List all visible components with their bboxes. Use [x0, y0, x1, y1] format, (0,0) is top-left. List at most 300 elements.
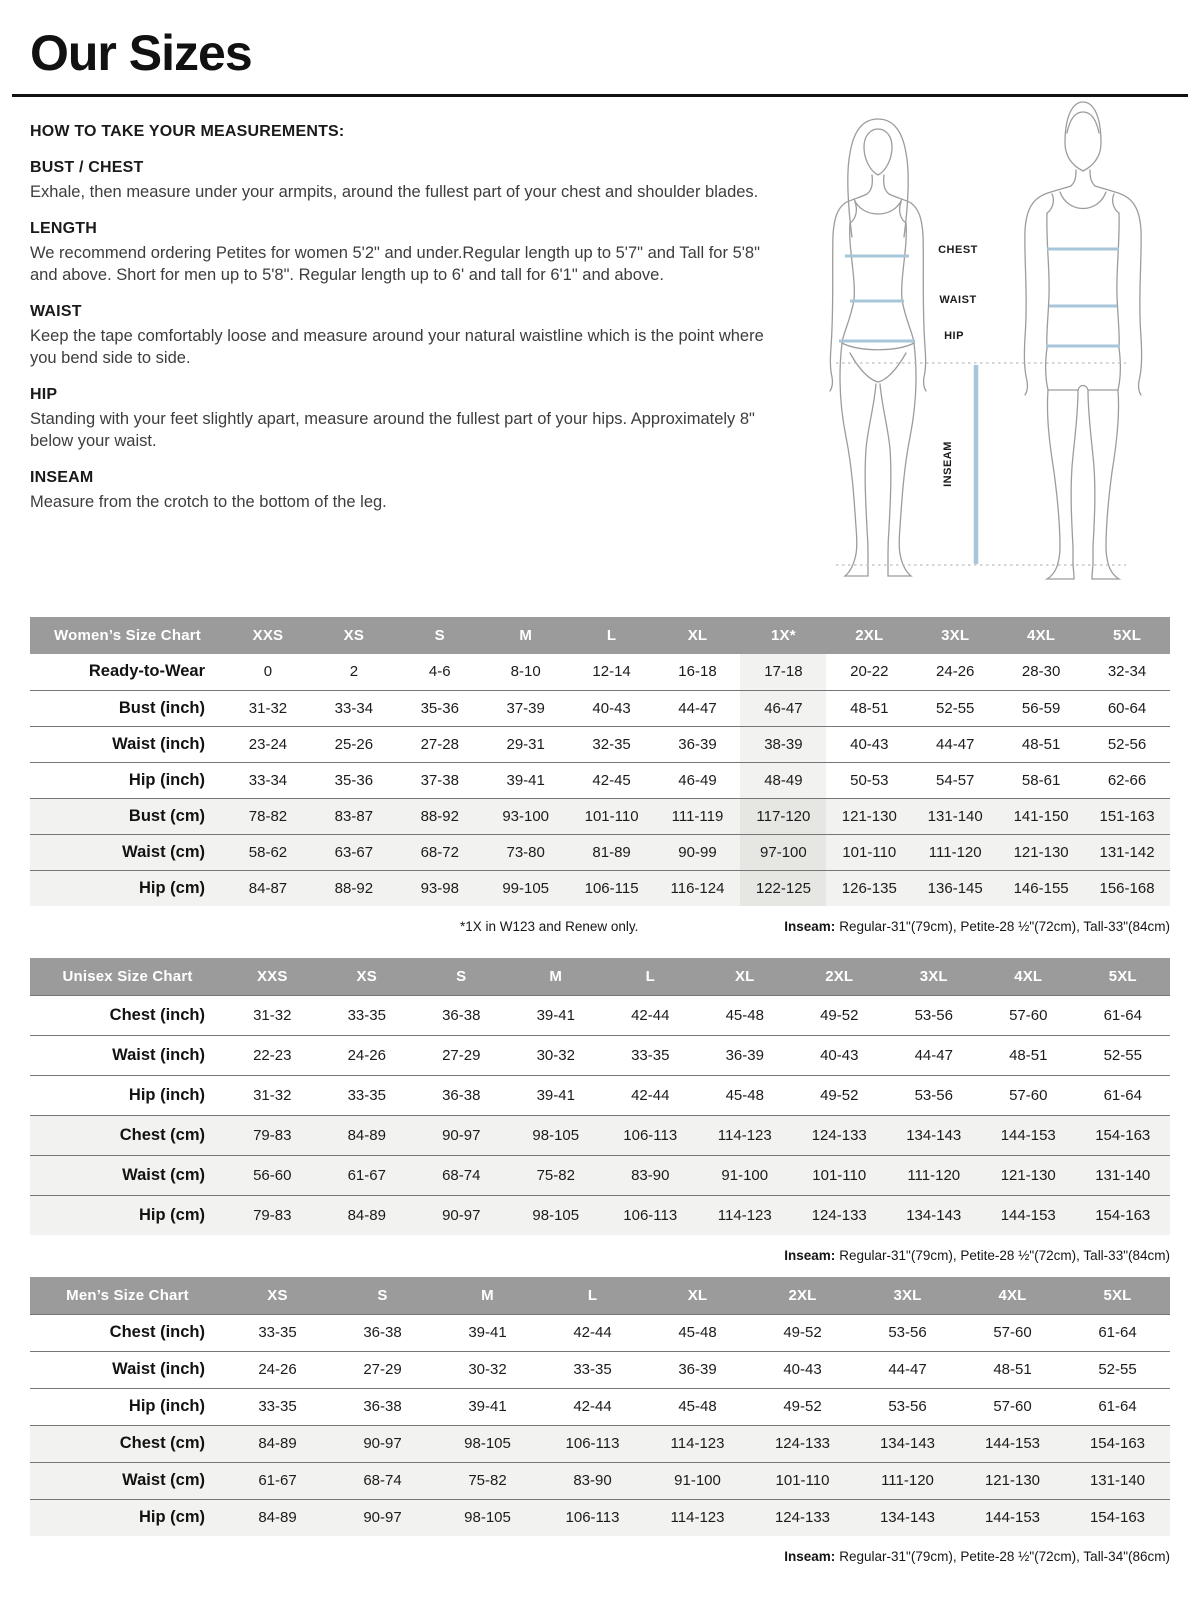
size-cell: 134-143 — [906, 1126, 962, 1144]
size-cell: 36-38 — [363, 1324, 402, 1341]
size-cell: 124-133 — [811, 1206, 867, 1224]
size-cell: 99-105 — [502, 879, 550, 897]
size-cell: 84-89 — [347, 1206, 386, 1224]
section-body: Exhale, then measure under your armpits, around the fullest part of your chest and shoulder blades. — [30, 183, 759, 201]
size-cell: 121-130 — [1000, 1166, 1056, 1184]
size-cell: 114-123 — [717, 1126, 772, 1144]
size-column-header: 5XL — [1065, 1277, 1170, 1314]
size-cell: 154-163 — [1095, 1206, 1151, 1224]
body-measurement-diagram — [788, 95, 1170, 582]
size-cell: 134-143 — [906, 1206, 962, 1224]
size-cell: 52-55 — [1098, 1361, 1137, 1378]
size-column-header: M — [509, 958, 604, 995]
size-cell: 33-35 — [258, 1398, 297, 1415]
row-label: Bust (cm) — [128, 806, 205, 825]
row-label: Chest (inch) — [109, 1005, 205, 1024]
male-silhouette — [1024, 102, 1141, 579]
size-cell: 4-6 — [428, 663, 451, 681]
size-cell: 29-31 — [506, 735, 545, 753]
size-cell: 146-155 — [1013, 879, 1069, 897]
inseam-note: Inseam: Regular-31"(79cm), Petite-28 ½"(72cm), Tall-33"(84cm) — [784, 1248, 1170, 1263]
size-cell: 48-49 — [740, 762, 826, 798]
table-row — [30, 995, 1170, 1035]
table-row — [30, 1351, 1170, 1388]
size-cell: 40-43 — [783, 1361, 822, 1378]
size-cell: 88-92 — [420, 807, 459, 825]
size-cell: 134-143 — [879, 1509, 936, 1527]
size-cell: 154-163 — [1089, 1509, 1146, 1527]
table-row — [30, 1115, 1170, 1155]
size-cell: 121-130 — [1013, 843, 1069, 861]
row-label: Chest (cm) — [119, 1125, 205, 1144]
size-cell: 33-34 — [248, 771, 288, 789]
unisex-footnote — [30, 1248, 1170, 1263]
size-cell: 39-41 — [468, 1398, 507, 1415]
size-cell: 40-43 — [820, 1046, 859, 1064]
size-cell: 39-41 — [506, 771, 545, 789]
size-cell: 61-64 — [1103, 1086, 1142, 1104]
size-cell: 58-62 — [248, 843, 288, 861]
size-cell: 84-89 — [347, 1126, 386, 1144]
size-cell: 68-74 — [363, 1472, 402, 1489]
size-column-header: 2XL — [750, 1277, 855, 1314]
size-column-header: 4XL — [981, 958, 1076, 995]
table-row — [30, 654, 1170, 690]
size-cell: 45-48 — [725, 1006, 764, 1024]
size-cell: 0 — [263, 663, 273, 681]
size-cell: 106-113 — [565, 1509, 620, 1527]
size-cell: 131-140 — [1089, 1472, 1146, 1489]
table-title: Women’s Size Chart — [30, 617, 225, 654]
size-cell: 52-56 — [1107, 735, 1147, 753]
size-cell: 114-123 — [717, 1206, 772, 1224]
size-cell: 88-92 — [334, 879, 374, 897]
mens-size-chart — [30, 1277, 1170, 1536]
inseam-guide-lines — [836, 363, 1126, 565]
size-cell: 151-163 — [1099, 807, 1155, 825]
section-body: Measure from the crotch to the bottom of the leg. — [30, 493, 387, 512]
size-cell: 78-82 — [248, 807, 288, 825]
size-cell: 75-82 — [536, 1166, 575, 1184]
size-cell: 106-113 — [623, 1126, 678, 1144]
size-cell: 45-48 — [725, 1086, 764, 1104]
size-cell: 44-47 — [678, 699, 717, 717]
size-cell: 90-97 — [442, 1206, 481, 1224]
size-cell: 28-30 — [1021, 663, 1061, 681]
size-column-header: S — [397, 617, 483, 654]
size-cell: 84-87 — [248, 879, 288, 897]
chest-label: CHEST — [938, 244, 978, 256]
table-row — [30, 1075, 1170, 1115]
size-cell: 90-97 — [363, 1435, 402, 1452]
size-cell: 124-133 — [811, 1126, 867, 1144]
table-row — [30, 1155, 1170, 1195]
size-cell: 25-26 — [334, 735, 374, 753]
size-cell: 48-51 — [1009, 1046, 1048, 1064]
inseam-note: Inseam: Regular-31"(79cm), Petite-28 ½"(72cm), Tall-34"(86cm) — [784, 1549, 1170, 1564]
section-waist — [30, 303, 788, 369]
size-cell: 144-153 — [1000, 1206, 1056, 1224]
size-cell: 68-74 — [442, 1166, 481, 1184]
size-cell: 61-67 — [258, 1472, 297, 1489]
mens-size-chart-block — [30, 1277, 1170, 1564]
section-heading: LENGTH — [30, 220, 97, 238]
female-silhouette — [830, 119, 926, 576]
size-cell: 83-90 — [631, 1166, 670, 1184]
size-cell: 2 — [349, 663, 359, 681]
size-column-header: XS — [225, 1277, 330, 1314]
table-row — [30, 1035, 1170, 1075]
section-hip — [30, 386, 788, 452]
size-column-header: 5XL — [1084, 617, 1170, 654]
size-column-header: 5XL — [1076, 958, 1171, 995]
intro-section — [30, 123, 1170, 587]
size-cell: 37-38 — [420, 771, 459, 789]
table-row — [30, 1499, 1170, 1536]
size-cell: 106-113 — [623, 1206, 678, 1224]
row-label: Waist (cm) — [122, 1165, 205, 1184]
size-cell: 124-133 — [774, 1435, 831, 1452]
size-column-header: XS — [320, 958, 415, 995]
size-cell: 54-57 — [936, 771, 975, 789]
row-label: Hip (inch) — [128, 1397, 205, 1415]
size-cell: 49-52 — [783, 1324, 822, 1341]
size-cell: 33-35 — [258, 1324, 297, 1341]
size-cell: 154-163 — [1089, 1435, 1146, 1452]
section-heading: INSEAM — [30, 469, 94, 487]
womens-footnote — [30, 919, 1170, 934]
size-cell: 30-32 — [468, 1361, 507, 1378]
size-cell: 35-36 — [420, 699, 459, 717]
size-cell: 44-47 — [888, 1361, 927, 1378]
size-cell: 81-89 — [592, 843, 631, 861]
table-row — [30, 690, 1170, 726]
size-cell: 52-55 — [1103, 1046, 1142, 1064]
size-cell: 24-26 — [936, 663, 975, 681]
size-cell: 84-89 — [258, 1509, 297, 1527]
size-cell: 20-22 — [850, 663, 889, 681]
section-heading: HIP — [30, 386, 58, 404]
size-cell: 16-18 — [678, 663, 717, 681]
size-cell: 111-120 — [928, 843, 982, 861]
figure-labels — [938, 244, 978, 487]
size-cell: 124-133 — [774, 1509, 831, 1527]
size-cell: 121-130 — [984, 1472, 1041, 1489]
size-cell: 36-38 — [442, 1006, 481, 1024]
size-column-header: 3XL — [912, 617, 998, 654]
table-row — [30, 870, 1170, 906]
inseam-label: INSEAM — [942, 441, 954, 487]
size-cell: 156-168 — [1099, 879, 1155, 897]
size-column-header: XL — [655, 617, 741, 654]
section-body: We recommend ordering Petites for women 5'2" and under.Regular length up to 5'7" and Tall for 5'8" and above. Short for men up to 5'8". Regular length up to 6' and tall for 6'1" and above. — [30, 244, 760, 284]
size-cell: 61-64 — [1098, 1324, 1137, 1341]
size-cell: 27-29 — [363, 1361, 402, 1378]
size-cell: 40-43 — [592, 699, 631, 717]
size-cell: 52-55 — [936, 699, 975, 717]
size-cell: 31-32 — [253, 1006, 292, 1024]
size-column-header: L — [569, 617, 655, 654]
size-cell: 83-87 — [334, 807, 374, 825]
size-cell: 33-35 — [347, 1006, 386, 1024]
waist-label: WAIST — [939, 294, 977, 306]
size-cell: 42-44 — [631, 1006, 670, 1024]
size-cell: 101-110 — [775, 1472, 830, 1489]
hip-label: HIP — [944, 330, 964, 342]
size-cell: 38-39 — [740, 726, 826, 762]
unisex-size-chart-block — [30, 958, 1170, 1263]
size-cell: 61-64 — [1098, 1398, 1137, 1415]
table-row — [30, 1425, 1170, 1462]
size-cell: 83-90 — [573, 1472, 612, 1489]
section-bust-chest — [30, 159, 788, 203]
size-cell: 126-135 — [841, 879, 897, 897]
section-heading: BUST / CHEST — [30, 159, 144, 176]
size-cell: 22-23 — [253, 1046, 292, 1064]
size-column-header: 2XL — [826, 617, 912, 654]
size-cell: 61-67 — [347, 1166, 386, 1184]
size-cell: 144-153 — [1000, 1126, 1056, 1144]
size-cell: 131-140 — [927, 807, 983, 825]
size-cell: 58-61 — [1021, 771, 1061, 789]
size-cell: 122-125 — [740, 870, 826, 906]
size-cell: 53-56 — [888, 1398, 927, 1415]
size-cell: 114-123 — [670, 1509, 725, 1527]
size-column-header: S — [414, 958, 509, 995]
size-cell: 32-35 — [592, 735, 631, 753]
size-cell: 131-142 — [1099, 843, 1155, 861]
size-cell: 97-100 — [740, 834, 826, 870]
size-column-header: L — [540, 1277, 645, 1314]
size-column-header: 2XL — [792, 958, 887, 995]
size-cell: 35-36 — [334, 771, 374, 789]
size-cell: 57-60 — [1009, 1086, 1048, 1104]
how-to-heading: HOW TO TAKE YOUR MEASUREMENTS: — [30, 123, 345, 140]
size-cell: 117-120 — [740, 798, 826, 834]
size-cell: 49-52 — [783, 1398, 822, 1415]
size-cell: 50-53 — [850, 771, 889, 789]
row-label: Waist (cm) — [122, 1471, 205, 1489]
size-cell: 144-153 — [984, 1435, 1041, 1452]
table-title: Unisex Size Chart — [30, 958, 225, 995]
size-cell: 57-60 — [1009, 1006, 1048, 1024]
table-row — [30, 1314, 1170, 1351]
size-cell: 63-67 — [334, 843, 374, 861]
unisex-size-chart — [30, 958, 1170, 1235]
size-cell: 136-145 — [927, 879, 983, 897]
womens-size-chart-block — [30, 617, 1170, 934]
row-label: Hip (cm) — [139, 1205, 205, 1224]
size-cell: 91-100 — [721, 1166, 769, 1184]
size-cell: 31-32 — [253, 1086, 292, 1104]
size-cell: 79-83 — [253, 1126, 292, 1144]
size-cell: 17-18 — [740, 654, 826, 690]
size-cell: 40-43 — [850, 735, 889, 753]
size-cell: 57-60 — [993, 1324, 1032, 1341]
table-title: Men’s Size Chart — [30, 1277, 225, 1314]
row-label: Chest (inch) — [109, 1323, 205, 1341]
size-cell: 42-44 — [631, 1086, 670, 1104]
size-cell: 106-115 — [584, 879, 639, 897]
size-cell: 8-10 — [510, 663, 541, 681]
size-cell: 33-35 — [347, 1086, 386, 1104]
size-cell: 27-29 — [442, 1046, 481, 1064]
size-cell: 45-48 — [678, 1324, 717, 1341]
size-cell: 24-26 — [347, 1046, 386, 1064]
size-cell: 30-32 — [536, 1046, 575, 1064]
row-label: Hip (cm) — [139, 878, 205, 897]
size-cell: 57-60 — [993, 1398, 1032, 1415]
size-column-header: XL — [645, 1277, 750, 1314]
size-cell: 33-34 — [334, 699, 374, 717]
size-column-header: XXS — [225, 958, 320, 995]
size-cell: 61-64 — [1103, 1006, 1142, 1024]
size-cell: 48-51 — [993, 1361, 1032, 1378]
size-cell: 73-80 — [506, 843, 545, 861]
size-column-header: 3XL — [855, 1277, 960, 1314]
womens-size-chart — [30, 617, 1170, 906]
size-cell: 36-38 — [442, 1086, 481, 1104]
size-cell: 56-60 — [253, 1166, 292, 1184]
size-cell: 121-130 — [841, 807, 897, 825]
size-cell: 53-56 — [914, 1086, 953, 1104]
size-column-header: XL — [698, 958, 793, 995]
size-cell: 62-66 — [1107, 771, 1147, 789]
size-cell: 33-35 — [631, 1046, 670, 1064]
size-cell: 144-153 — [984, 1509, 1041, 1527]
size-cell: 42-44 — [573, 1324, 612, 1341]
measurement-figure — [788, 95, 1170, 587]
size-cell: 116-124 — [670, 879, 725, 897]
row-label: Hip (cm) — [139, 1508, 205, 1527]
table-row — [30, 1195, 1170, 1235]
row-label: Waist (inch) — [112, 1360, 205, 1378]
measurement-instructions — [30, 123, 788, 587]
size-cell: 31-32 — [248, 699, 288, 717]
table-row — [30, 1462, 1170, 1499]
row-label: Waist (cm) — [122, 842, 205, 861]
size-cell: 36-39 — [678, 735, 717, 753]
size-cell: 98-105 — [532, 1126, 580, 1144]
size-column-header: M — [435, 1277, 540, 1314]
size-column-header: XS — [311, 617, 397, 654]
row-label: Bust (inch) — [118, 698, 205, 717]
size-column-header: 4XL — [960, 1277, 1065, 1314]
size-cell: 48-51 — [1021, 735, 1061, 753]
size-cell: 131-140 — [1095, 1166, 1151, 1184]
size-cell: 154-163 — [1095, 1126, 1151, 1144]
size-cell: 75-82 — [468, 1472, 507, 1489]
row-label: Hip (inch) — [128, 770, 205, 789]
size-cell: 93-100 — [502, 807, 550, 825]
size-column-header: 3XL — [887, 958, 982, 995]
size-cell: 101-110 — [812, 1166, 867, 1184]
size-column-header: XXS — [225, 617, 311, 654]
size-cell: 49-52 — [820, 1086, 859, 1104]
size-cell: 23-24 — [248, 735, 288, 753]
size-cell: 98-105 — [464, 1509, 511, 1527]
size-cell: 33-35 — [573, 1361, 612, 1378]
mens-footnote — [30, 1549, 1170, 1564]
size-cell: 90-97 — [442, 1126, 481, 1144]
size-column-header: 4XL — [998, 617, 1084, 654]
size-cell: 53-56 — [914, 1006, 953, 1024]
row-label: Chest (cm) — [119, 1434, 205, 1452]
size-cell: 101-110 — [584, 807, 639, 825]
row-label: Waist (inch) — [112, 1045, 205, 1064]
row-label: Waist (inch) — [112, 734, 205, 753]
size-cell: 111-119 — [671, 807, 724, 825]
size-cell: 39-41 — [536, 1086, 575, 1104]
size-cell: 44-47 — [914, 1046, 953, 1064]
size-cell: 46-49 — [678, 771, 717, 789]
size-cell: 36-39 — [678, 1361, 717, 1378]
size-cell: 111-120 — [881, 1472, 934, 1489]
size-cell: 106-113 — [565, 1435, 620, 1452]
size-cell: 36-38 — [363, 1398, 402, 1415]
table-row — [30, 1388, 1170, 1425]
table-row — [30, 762, 1170, 798]
size-cell: 27-28 — [420, 735, 459, 753]
size-cell: 93-98 — [420, 879, 459, 897]
size-cell: 141-150 — [1013, 807, 1069, 825]
size-cell: 12-14 — [592, 663, 631, 681]
size-cell: 90-99 — [678, 843, 717, 861]
size-cell: 44-47 — [936, 735, 975, 753]
size-cell: 46-47 — [740, 690, 826, 726]
section-length — [30, 220, 788, 286]
size-cell: 98-105 — [464, 1435, 511, 1452]
row-label: Hip (inch) — [128, 1085, 205, 1104]
size-cell: 36-39 — [725, 1046, 764, 1064]
size-column-header: L — [603, 958, 698, 995]
size-cell: 39-41 — [536, 1006, 575, 1024]
section-body: Keep the tape comfortably loose and measure around your natural waistline which is the point where you bend side to side. — [30, 327, 764, 367]
size-cell: 79-83 — [253, 1206, 292, 1224]
inseam-note: Inseam: Regular-31"(79cm), Petite-28 ½"(72cm), Tall-33"(84cm) — [784, 919, 1170, 934]
size-cell: 114-123 — [670, 1435, 725, 1452]
size-cell: 91-100 — [674, 1472, 721, 1489]
size-cell: 37-39 — [506, 699, 545, 717]
section-heading: WAIST — [30, 303, 82, 321]
size-column-header: S — [330, 1277, 435, 1314]
table-row — [30, 726, 1170, 762]
size-cell: 48-51 — [850, 699, 889, 717]
size-cell: 39-41 — [468, 1324, 507, 1341]
table-row — [30, 798, 1170, 834]
section-body: Standing with your feet slightly apart, measure around the fullest part of your hips. Approximately 8" below your waist. — [30, 410, 755, 450]
size-cell: 53-56 — [888, 1324, 927, 1341]
size-cell: 60-64 — [1107, 699, 1147, 717]
size-cell: 111-120 — [907, 1166, 961, 1184]
size-cell: 45-48 — [678, 1398, 717, 1415]
size-cell: 90-97 — [363, 1509, 402, 1527]
size-cell: 68-72 — [420, 843, 459, 861]
section-inseam — [30, 469, 788, 513]
size-cell: 101-110 — [842, 843, 897, 861]
size-cell: 24-26 — [258, 1361, 297, 1378]
size-cell: 134-143 — [879, 1435, 936, 1452]
row-label: Ready-to-Wear — [88, 662, 205, 681]
size-cell: 42-44 — [573, 1398, 612, 1415]
size-cell: 56-59 — [1021, 699, 1061, 717]
one-x-note: *1X in W123 and Renew only. — [460, 919, 639, 934]
size-cell: 49-52 — [820, 1006, 859, 1024]
table-row — [30, 834, 1170, 870]
size-column-header: 1X* — [740, 617, 826, 654]
page-title: Our Sizes — [30, 25, 252, 81]
size-cell: 42-45 — [592, 771, 631, 789]
